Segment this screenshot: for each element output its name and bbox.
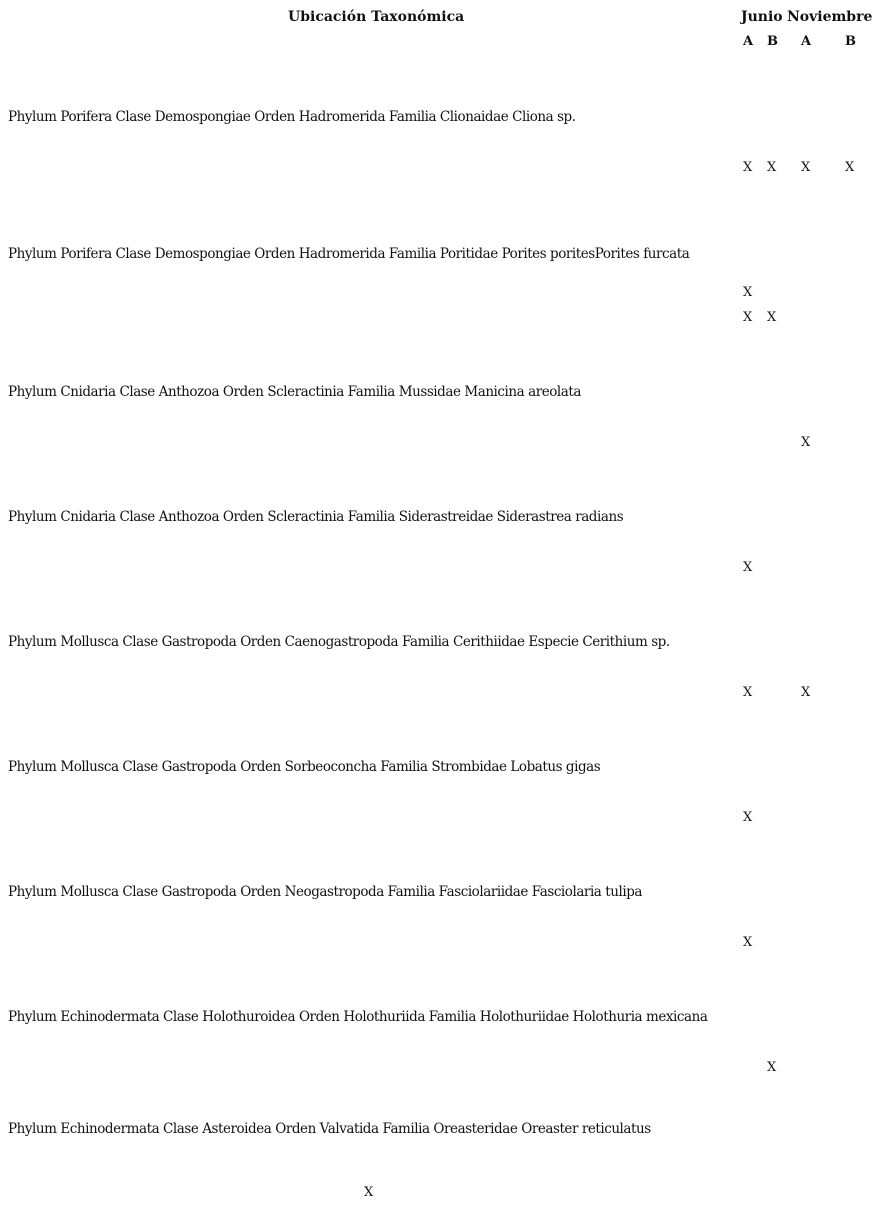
taxon-row: Phylum Porifera Clase Demospongiae Orden Hadromerida Familia Clionaidae Cliona sp. (8, 109, 576, 125)
taxon-row: Phylum Mollusca Clase Gastropoda Orden Neogastropoda Familia Fasciolariidae Fasciolaria tulipa (8, 884, 642, 900)
taxon-row: Phylum Echinodermata Clase Holothuroidea Orden Holothuriida Familia Holothuriidae Holothuria mexicana (8, 1009, 708, 1025)
presence-mark-junio-a: X (743, 685, 753, 700)
taxon-row: Phylum Mollusca Clase Gastropoda Orden Caenogastropoda Familia Cerithiidae Especie Cerithium sp. (8, 634, 670, 650)
presence-mark-junio-a: X (743, 160, 753, 175)
presence-mark-junio-a: X (743, 560, 753, 575)
presence-mark-junio-a: X (743, 935, 753, 950)
column-header-junio: Junio (741, 9, 783, 25)
subheader-noviembre-b: B (845, 34, 856, 49)
taxon-row: Phylum Mollusca Clase Gastropoda Orden Sorbeoconcha Familia Strombidae Lobatus gigas (8, 759, 601, 775)
presence-mark-noviembre-a: X (801, 685, 811, 700)
column-header-noviembre: Noviembre (787, 9, 873, 25)
presence-mark-junio-a: X (743, 310, 753, 325)
presence-mark-junio-b: X (767, 160, 777, 175)
presence-mark-noviembre-a: X (801, 160, 811, 175)
subheader-junio-a: A (743, 34, 754, 49)
presence-mark-noviembre-b: X (845, 160, 855, 175)
taxon-row: Phylum Cnidaria Clase Anthozoa Orden Scleractinia Familia Siderastreidae Siderastrea radians (8, 509, 624, 525)
presence-mark-junio-a: X (743, 810, 753, 825)
subheader-noviembre-a: A (801, 34, 812, 49)
presence-mark: X (364, 1185, 374, 1200)
subheader-junio-b: B (767, 34, 778, 49)
taxon-row: Phylum Echinodermata Clase Asteroidea Orden Valvatida Familia Oreasteridae Oreaster reticulatus (8, 1121, 651, 1137)
presence-mark-noviembre-a: X (801, 435, 811, 450)
presence-mark-junio-b: X (767, 310, 777, 325)
taxon-row: Phylum Porifera Clase Demospongiae Orden Hadromerida Familia Poritidae Porites poritesPorites furcata (8, 246, 690, 262)
presence-mark-junio-a: X (743, 285, 753, 300)
taxon-row: Phylum Cnidaria Clase Anthozoa Orden Scleractinia Familia Mussidae Manicina areolata (8, 384, 581, 400)
column-header-taxonomy: Ubicación Taxonómica (288, 9, 465, 25)
presence-mark-junio-b: X (767, 1060, 777, 1075)
